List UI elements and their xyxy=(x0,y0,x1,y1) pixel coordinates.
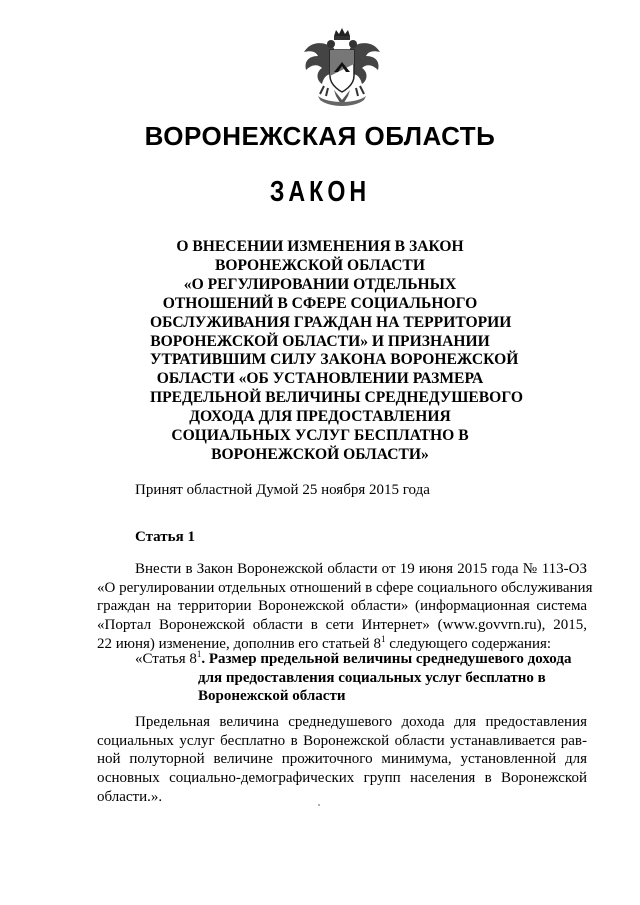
adoption-statement: Принят областной Думой 25 ноября 2015 года xyxy=(135,482,430,498)
law-title-line: ОБСЛУЖИВАНИЯ ГРАЖДАН НА ТЕРРИТОРИИ xyxy=(150,313,512,331)
paragraph-text: следующего содержания: xyxy=(385,635,552,652)
paragraph-line: граждан на территории Воронежской области» (информационная система xyxy=(97,598,587,615)
region-heading: ВОРОНЕЖСКАЯ ОБЛАСТЬ xyxy=(144,121,496,151)
law-title-line: «О РЕГУЛИРОВАНИИ ОТДЕЛЬНЫХ xyxy=(183,275,457,293)
paragraph-line: Внести в Закон Воронежской области от 19 июня 2015 года № 113-ОЗ xyxy=(135,561,587,577)
paragraph-line: «Портал Воронежской области в сети Интернет» (www.govvrn.ru), 2015, xyxy=(97,617,587,634)
new-article-title-line: Воронежской области xyxy=(198,688,346,705)
new-article-title-line xyxy=(135,650,595,669)
law-title-line: ВОРОНЕЖСКОЙ ОБЛАСТИ» xyxy=(211,445,429,463)
law-title-line: О ВНЕСЕНИИ ИЗМЕНЕНИЯ В ЗАКОН xyxy=(176,238,464,255)
new-article-title: . Размер предельной величины среднедушевого дохода xyxy=(201,651,572,667)
law-title-line: СОЦИАЛЬНЫХ УСЛУГ БЕСПЛАТНО В xyxy=(171,427,469,445)
paragraph-line: Предельная величина среднедушевого дохода для предоставления xyxy=(135,714,587,730)
paragraph-line: области.». xyxy=(97,788,163,805)
superscript: 1 xyxy=(380,633,386,644)
paragraph-line: социальных услуг бесплатно в Воронежской области устанавливается рав- xyxy=(97,732,587,749)
page-mark xyxy=(318,804,320,806)
law-title-line: ДОХОДА ДЛЯ ПРЕДОСТАВЛЕНИЯ xyxy=(189,408,451,426)
law-title-line: ОТНОШЕНИЙ В СФЕРЕ СОЦИАЛЬНОГО xyxy=(162,294,478,312)
new-article-heading xyxy=(135,650,595,706)
law-title-line: ВОРОНЕЖСКОЙ ОБЛАСТИ» И ПРИЗНАНИИ xyxy=(150,332,490,350)
article-heading: Статья 1 xyxy=(135,529,195,545)
document-type-heading: ЗАКОН xyxy=(269,176,371,208)
voronezh-coat-of-arms-icon xyxy=(298,26,386,112)
article-paragraph-1 xyxy=(97,560,593,654)
new-article-title-line: для предоставления социальных услуг бесплатно в xyxy=(198,669,546,686)
law-title-line: ПРЕДЕЛЬНОЙ ВЕЛИЧИНЫ СРЕДНЕДУШЕВОГО xyxy=(150,389,523,407)
law-title xyxy=(150,238,523,465)
law-title-line: УТРАТИВШИМ СИЛУ ЗАКОНА ВОРОНЕЖСКОЙ xyxy=(150,351,519,369)
paragraph-text: 22 июня) изменение, дополнив его статьей 8 xyxy=(97,635,381,652)
paragraph-line: «О регулировании отдельных отношений в сфере социального обслуживания xyxy=(97,579,593,596)
law-title-line: ОБЛАСТИ «ОБ УСТАНОВЛЕНИИ РАЗМЕРА xyxy=(156,370,484,388)
superscript: 1 xyxy=(196,649,202,659)
paragraph-line: основных социально-демографических групп населения в Воронежской xyxy=(97,770,587,787)
paragraph-line: ной полуторной величине прожиточного минимума, установленной для xyxy=(97,751,587,768)
law-title-line: ВОРОНЕЖСКОЙ ОБЛАСТИ xyxy=(215,256,425,274)
new-article-label: «Статья 8 xyxy=(135,651,197,667)
article-paragraph-2 xyxy=(97,713,587,807)
